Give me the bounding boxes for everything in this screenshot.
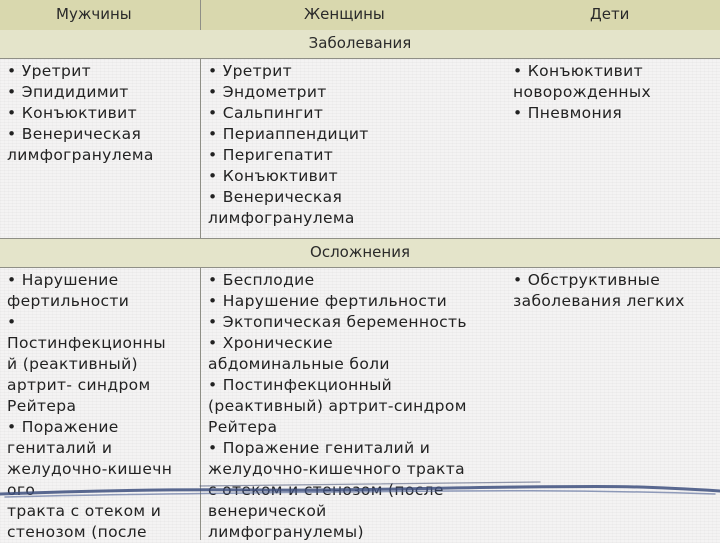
list-item: • Венерическая лимфогранулема <box>7 125 154 164</box>
cell-complications-children <box>513 270 718 312</box>
list-item: • Постинфекционный (реактивный) артрит-синдром Рейтера <box>208 376 467 436</box>
row-divider <box>0 58 720 59</box>
list-item: • Бесплодие <box>208 271 315 289</box>
list-item: • Хронические абдоминальные боли <box>208 334 390 373</box>
list-item: • Постинфекционны й (реактивный) артрит- синдром Рейтера <box>7 313 166 415</box>
list-item: • Периаппендицит <box>208 125 369 143</box>
cell-diseases-men <box>7 61 197 166</box>
list-item: • Конъюктивит <box>7 104 137 122</box>
column-divider <box>200 58 201 239</box>
list-item: • Конъюктивит новорожденных <box>513 62 652 101</box>
section-title-diseases: Заболевания <box>308 34 412 52</box>
cell-diseases-women <box>208 61 508 229</box>
column-header-children: Дети <box>590 5 630 23</box>
list-item: • Уретрит <box>7 62 92 80</box>
list-item: • Обструктивные заболевания легких <box>513 271 685 310</box>
section-title-complications: Осложнения <box>310 243 410 261</box>
list-item: • Нарушение фертильности <box>7 271 130 310</box>
column-header-men: Мужчины <box>56 5 132 23</box>
list-item: • Венерическая лимфогранулема <box>208 188 355 227</box>
row-divider <box>0 267 720 268</box>
list-item: • Пневмония <box>513 104 623 122</box>
list-item: • Нарушение фертильности <box>208 292 448 310</box>
section-band-complications <box>0 239 720 267</box>
list-item: • Сальпингит <box>208 104 324 122</box>
list-item: • Перигепатит <box>208 146 334 164</box>
list-item: • Эндометрит <box>208 83 327 101</box>
list-item: • Эпидидимит <box>7 83 129 101</box>
row-divider <box>0 238 720 239</box>
pen-stroke-decoration <box>0 472 720 512</box>
cell-diseases-children <box>513 61 718 124</box>
column-header-women: Женщины <box>304 5 385 23</box>
section-band-diseases <box>0 30 720 58</box>
list-item: • Эктопическая беременность <box>208 313 467 331</box>
list-item: • Поражение гениталий и желудочно-кишечн ого тракта с отеком и стенозом (после <box>7 418 173 541</box>
column-divider <box>200 0 201 30</box>
list-item: • Поражение гениталий и желудочно-кишечного тракта с отеком и стенозом (после венерической лимфогранулемы) <box>208 439 465 541</box>
list-item: • Уретрит <box>208 62 293 80</box>
list-item: • Конъюктивит <box>208 167 338 185</box>
